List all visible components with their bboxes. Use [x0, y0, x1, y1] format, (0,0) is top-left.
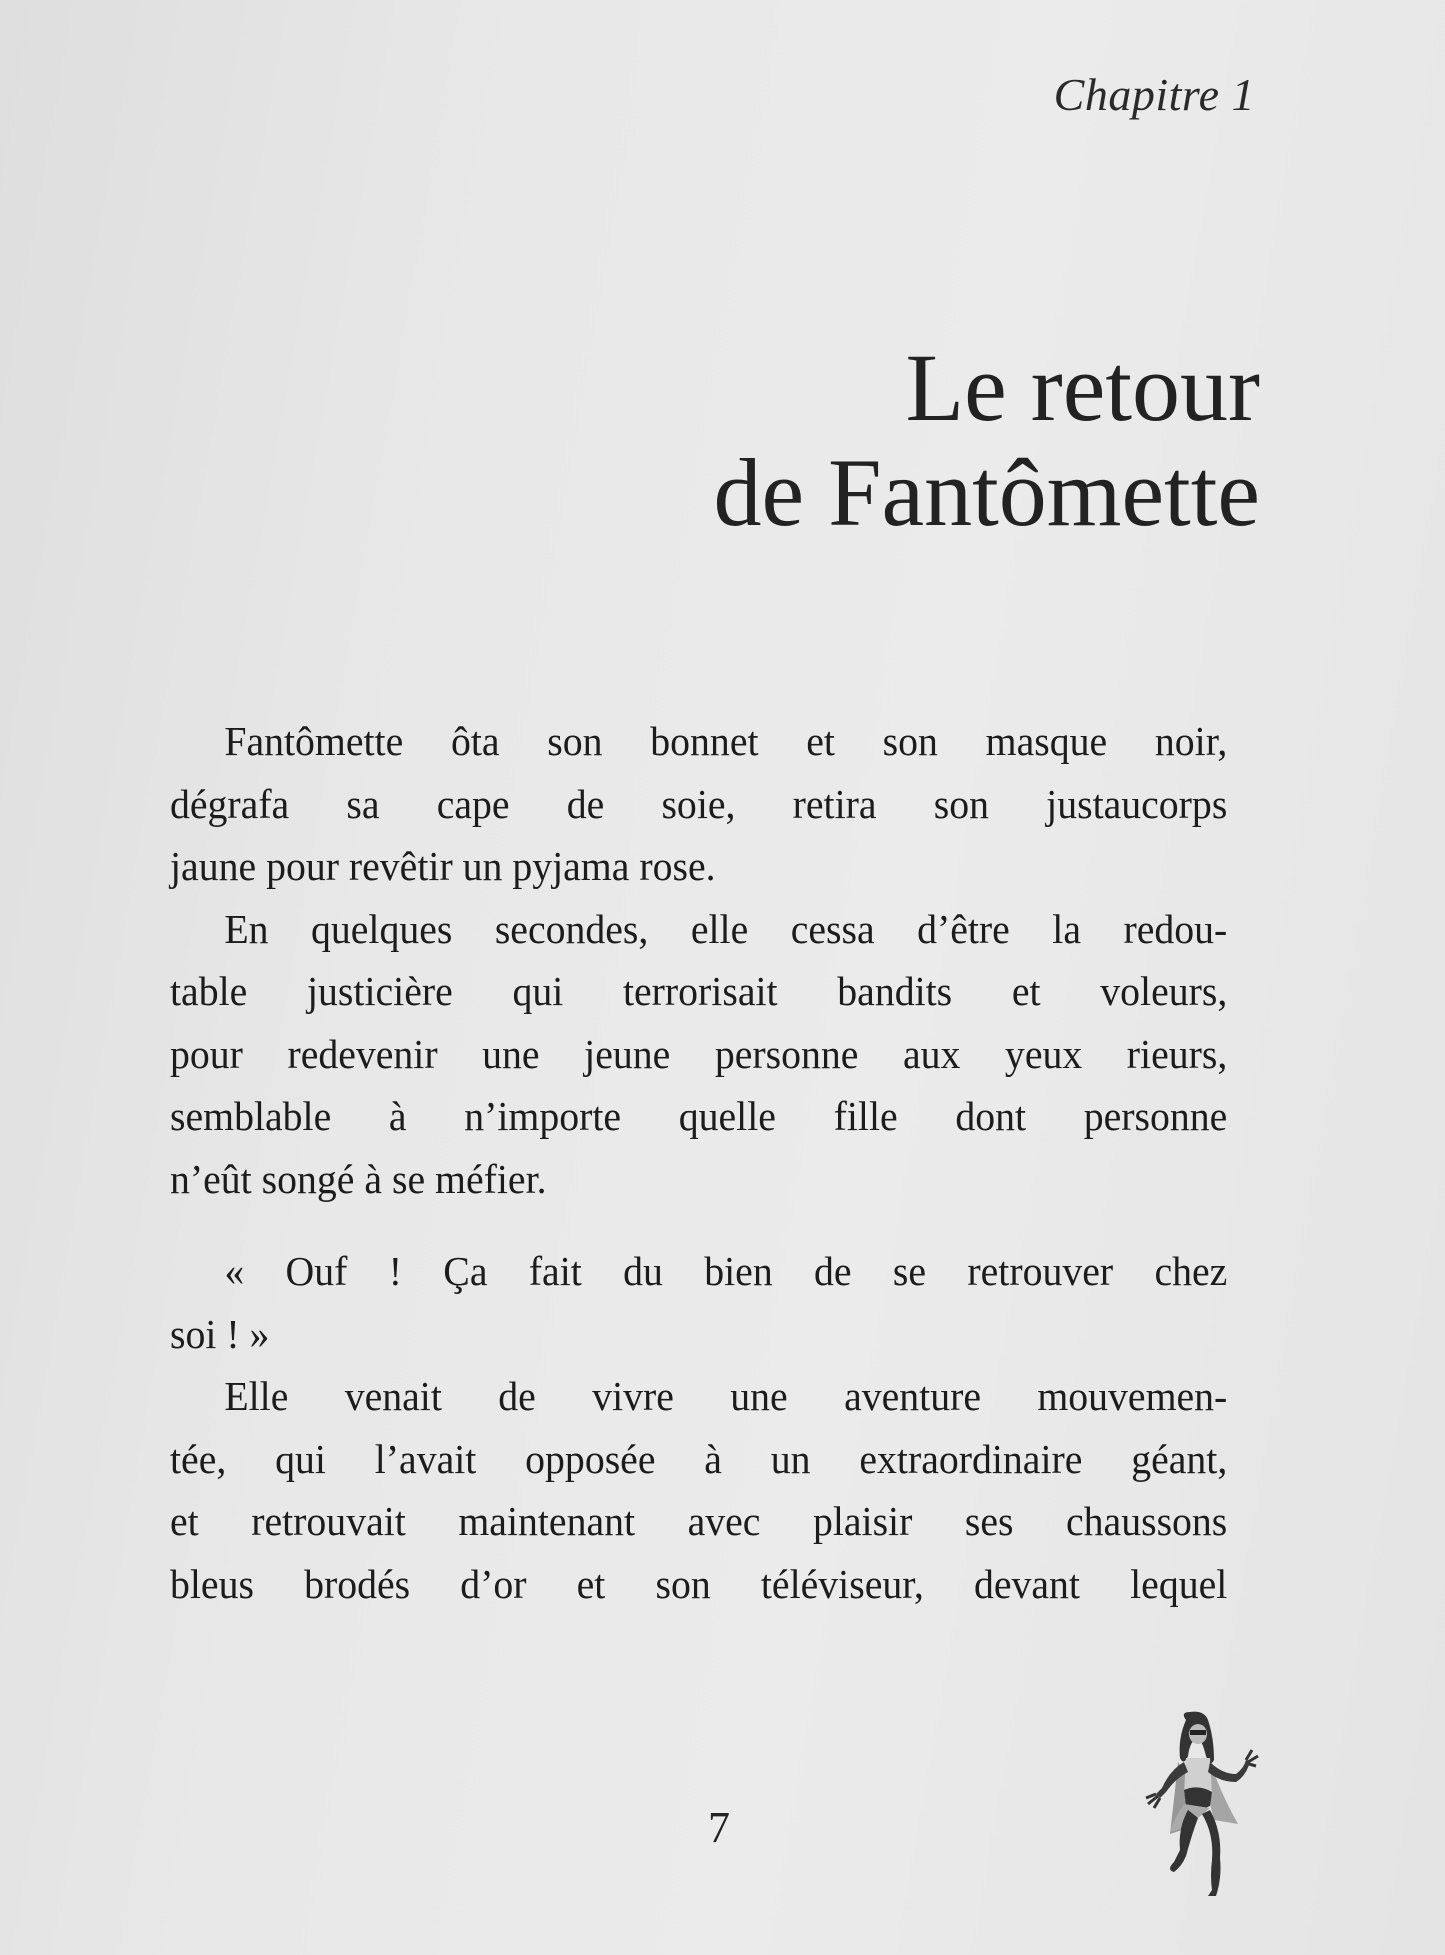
chapter-label: Chapitre 1 — [1053, 69, 1255, 120]
text-line: En quelques secondes, elle cessa d’être la redou- — [224, 905, 1228, 952]
body-text — [170, 710, 1227, 1615]
text-line: bleus brodés d’or et son téléviseur, devant lequel — [170, 1560, 1228, 1607]
text-line: pour redevenir une jeune personne aux yeux rieurs, — [170, 1030, 1228, 1077]
text-line: n’eût songé à se méfier. — [170, 1155, 547, 1202]
paragraph-gap — [170, 1210, 1227, 1240]
text-line: Fantômette ôta son bonnet et son masque noir, — [224, 718, 1228, 764]
page-number: 7 — [708, 1803, 730, 1852]
text-line: « Ouf ! Ça fait du bien de se retrouver chez — [224, 1248, 1228, 1294]
text-line: table justicière qui terrorisait bandits et voleurs, — [170, 968, 1228, 1014]
text-line: dégrafa sa cape de soie, retira son justaucorps — [170, 780, 1228, 827]
chapter-title-line-1: Le retour — [905, 334, 1260, 441]
text-line: Elle venait de vivre une aventure mouvemen- — [224, 1373, 1228, 1419]
fantomette-character-icon — [1118, 1710, 1278, 1910]
paragraph-2 — [170, 898, 1227, 1211]
text-line: soi ! » — [170, 1310, 270, 1357]
paragraph-1 — [170, 710, 1227, 898]
chapter-title — [713, 335, 1260, 545]
paragraph-3-dialogue — [170, 1240, 1227, 1365]
text-line: semblable à n’importe quelle fille dont personne — [170, 1093, 1228, 1139]
text-line: tée, qui l’avait opposée à un extraordinaire géant, — [170, 1435, 1228, 1482]
text-line: et retrouvait maintenant avec plaisir ses chaussons — [170, 1498, 1228, 1544]
paragraph-4 — [170, 1365, 1227, 1615]
text-line: jaune pour revêtir un pyjama rose. — [170, 843, 716, 889]
chapter-title-line-2: de Fantômette — [713, 439, 1260, 546]
